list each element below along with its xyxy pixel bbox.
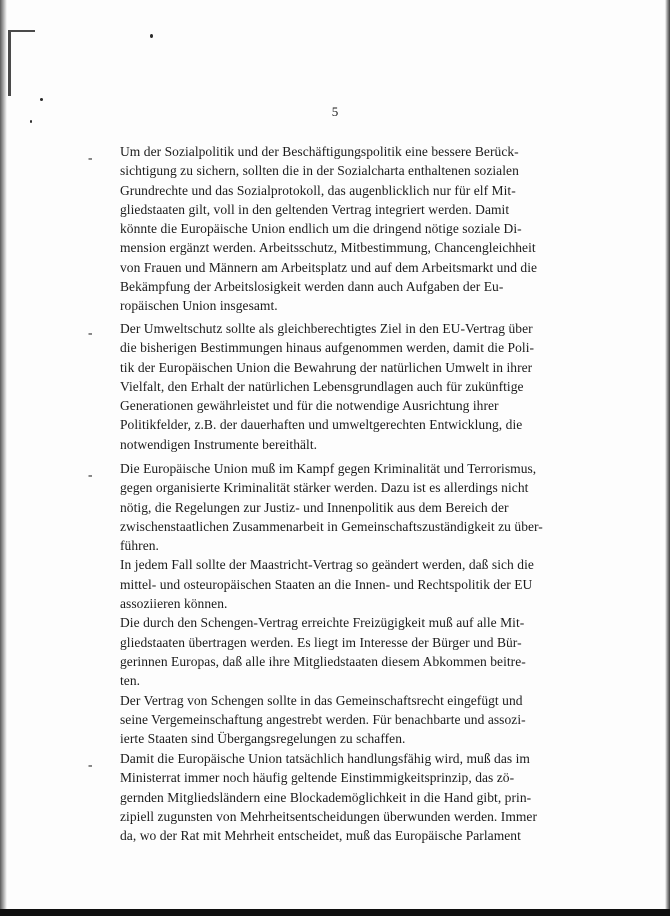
bullet-dash: - [88, 150, 93, 165]
bullet-paragraph [88, 319, 558, 454]
text-line: mittel- und osteuropäischen Staaten an die Innen- und Rechtspolitik der EU [120, 576, 533, 592]
scan-edge-right [665, 0, 670, 916]
text-line: könnte die Europäische Union endlich um die dringend nötige soziale Di- [120, 221, 522, 237]
scan-edge-left [0, 0, 7, 916]
text-line: Generationen gewährleistet und für die notwendige Ausrichtung ihrer [120, 398, 499, 414]
text-line: ten. [120, 673, 141, 689]
text-line: Der Vertrag von Schengen sollte in das Gemeinschaftsrecht eingefügt und [120, 692, 523, 708]
bullet-dash: - [88, 757, 93, 772]
text-line: gegen organisierte Kriminalität stärker werden. Dazu ist es allerdings nicht [120, 480, 529, 496]
text-line: zwischenstaatlichen Zusammenarbeit in Gemeinschaftszuständigkeit zu über- [120, 518, 543, 534]
scan-artifact-dot [150, 34, 153, 38]
text-line: führen. [120, 538, 159, 554]
paragraph-text [120, 319, 550, 454]
text-line: nötig, die Regelungen zur Justiz- und Innenpolitik aus dem Bereich der [120, 499, 509, 515]
scan-artifact-mark [8, 30, 35, 96]
scan-artifact-dot [40, 98, 43, 101]
text-line: gliedstaaten gilt, voll in den geltenden Vertrag integriert werden. Damit [120, 201, 510, 217]
paragraph-text [120, 459, 550, 748]
text-line: Der Umweltschutz sollte als gleichberechtigtes Ziel in den EU-Vertrag über [120, 321, 533, 336]
text-line: Grundrechte und das Sozialprotokoll, das augenblicklich nur für elf Mit- [120, 182, 516, 198]
text-line: gliedstaaten übertragen werden. Es liegt im Interesse der Bürger und Bür- [120, 634, 522, 650]
text-line: Die durch den Schengen-Vertrag erreichte Freizügigkeit muß auf alle Mit- [120, 615, 525, 631]
text-line: Ministerrat immer noch häufig geltende Einstimmigkeitsprinzip, das zö- [120, 770, 515, 786]
bullet-paragraph [88, 459, 558, 748]
text-line: gerinnen Europas, daß alle ihre Mitgliedstaaten diesem Abkommen beitre- [120, 653, 526, 669]
text-line: notwendigen Instrumente bereithält. [120, 436, 318, 452]
text-line: die bisherigen Bestimmungen hinaus aufgenommen werden, damit die Poli- [120, 340, 535, 356]
text-line: In jedem Fall sollte der Maastricht-Vertrag so geändert werden, daß sich die [120, 557, 534, 573]
scan-edge-bottom [0, 909, 670, 916]
bullet-dash: - [88, 467, 93, 482]
text-line: Vielfalt, den Erhalt der natürlichen Lebensgrundlagen auch für zukünftige [120, 378, 524, 394]
text-line: ropäischen Union insgesamt. [120, 298, 278, 314]
bullet-paragraph [88, 142, 558, 316]
text-line: Um der Sozialpolitik und der Beschäftigungspolitik eine bessere Berück- [120, 144, 519, 159]
text-line: sichtigung zu sichern, sollten die in der Sozialcharta enthaltenen sozialen [120, 163, 519, 179]
text-line: Politikfelder, z.B. der dauerhaften und umweltgerechten Entwicklung, die [120, 417, 523, 433]
paragraph-text [120, 142, 550, 316]
text-line: assoziieren können. [120, 596, 228, 612]
text-line: zipiell zugunsten von Mehrheitsentscheidungen überwunden werden. Immer [120, 808, 538, 824]
text-line: ierte Staaten sind Übergangsregelungen zu schaffen. [120, 731, 406, 747]
scan-artifact-dot [30, 120, 32, 123]
text-line: gernden Mitgliedsländern eine Blockademöglichkeit in die Hand gibt, prin- [120, 789, 532, 805]
text-line: Bekämpfung der Arbeitslosigkeit werden dann auch Aufgaben der Eu- [120, 279, 504, 295]
text-line: von Frauen und Männern am Arbeitsplatz und auf dem Arbeitsmarkt und die [120, 259, 538, 275]
text-line: tik der Europäischen Union die Bewahrung der natürlichen Umwelt in ihrer [120, 359, 533, 375]
bullet-dash: - [88, 325, 93, 340]
text-line: da, wo der Rat mit Mehrheit entscheidet, muß das Europäische Parlament [120, 828, 521, 844]
bullet-paragraph [88, 749, 558, 845]
text-line: seine Vergemeinschaftung angestrebt werden. Für benachbarte und assozi- [120, 711, 526, 727]
text-line: mension ergänzt werden. Arbeitsschutz, Mitbestimmung, Chancengleichheit [120, 240, 536, 256]
page-number: 5 [331, 104, 339, 119]
paragraph-text [120, 749, 550, 845]
text-line: Damit die Europäische Union tatsächlich handlungsfähig wird, muß das im [120, 751, 530, 766]
text-line: Die Europäische Union muß im Kampf gegen Kriminalität und Terrorismus, [120, 461, 537, 476]
